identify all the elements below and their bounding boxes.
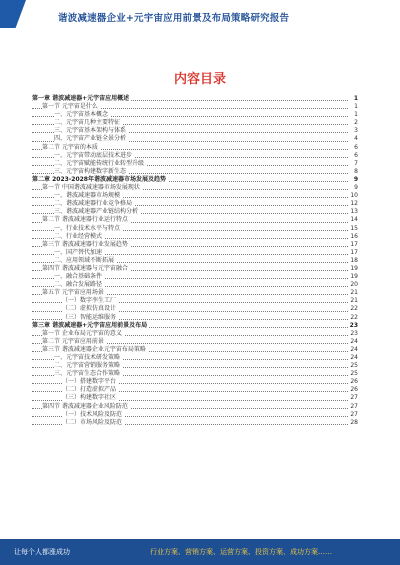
toc-entry-text: 一、元宇宙基本概念 (54, 111, 109, 119)
toc-entry-page: 12 (350, 200, 358, 208)
toc-entry-text: 第一节 元宇宙是什么 (42, 103, 98, 111)
toc-entry-page: 1 (354, 111, 358, 119)
toc-entry-text: （一）技术风险及防范 (62, 410, 123, 418)
toc-entry-text: 一、国产替代加速 (54, 248, 103, 256)
toc-entry[interactable] (32, 168, 358, 176)
toc-entry-text: 一、元宇宙带动底层技术进步 (54, 151, 133, 159)
toc-entry[interactable] (32, 184, 358, 192)
toc-entry[interactable] (32, 103, 358, 111)
toc-entry-page: 6 (354, 151, 358, 159)
toc-entry-page: 27 (350, 402, 358, 410)
toc-entry[interactable] (32, 225, 358, 233)
toc-entry-page: 2 (354, 119, 358, 127)
toc-entry-page: 9 (354, 184, 358, 192)
toc-entry[interactable] (32, 265, 358, 273)
toc-entry-text: 第五节 元宇宙应用场景 (42, 289, 104, 297)
toc-entry-text: 一、元宇宙技术研发策略 (54, 354, 121, 361)
toc-entry-text: 第一章 谐波减速器+元宇宙应用概述 (32, 95, 130, 102)
toc-entry-page: 6 (354, 143, 358, 151)
toc-entry-text: 四、元宇宙产业链全景分析 (54, 135, 127, 143)
toc-entry[interactable] (32, 273, 358, 281)
toc-entry[interactable] (32, 330, 358, 338)
toc-entry-page: 22 (350, 305, 358, 313)
toc-entry-text: 第三节 谐波减速器企业元宇宙布局策略 (42, 345, 146, 353)
toc-entry-text: 二、融合发展路径 (54, 281, 103, 289)
toc-entry-page: 25 (350, 370, 358, 378)
toc-entry[interactable] (32, 216, 358, 224)
toc-entry-page: 27 (350, 410, 358, 418)
toc-entry-text: 第二节 谐波减速器行业运行特点 (42, 216, 128, 224)
toc-entry-text: 第二章 2023-2028年谐波减速器市场发展及趋势 (32, 175, 166, 183)
toc-entry-page: 4 (354, 135, 358, 143)
toc-entry[interactable] (32, 95, 358, 103)
toc-entry-text: 第四节 谐波减速器企业风险防范 (42, 402, 128, 410)
toc-entry-text: 二、应用领域不断拓展 (54, 256, 115, 264)
footer-slogan: 让每个人都涨成功 (14, 548, 70, 556)
toc-entry[interactable] (32, 403, 358, 411)
toc-entry-text: （一）搭建数字平台 (62, 378, 117, 386)
toc-entry-page: 23 (350, 329, 358, 337)
toc-entry-page: 23 (349, 321, 358, 329)
toc-entry-page: 13 (350, 208, 358, 216)
toc-entry-page: 9 (353, 175, 358, 183)
header-banner (0, 0, 400, 34)
toc-entry-text: 第三章 谐波减速器+元宇宙应用前景及布局 (32, 321, 148, 329)
toc-entry[interactable] (32, 338, 358, 346)
toc-entry[interactable] (32, 314, 358, 322)
toc-entry-text: （三）构建数字社区 (62, 394, 117, 402)
toc-entry-page: 1 (354, 103, 358, 111)
toc-entry-page: 8 (354, 167, 358, 175)
toc-entry-text: 三、谐波减速器产业链结构分析 (54, 208, 139, 216)
toc-entry-page: 20 (350, 281, 358, 289)
toc-entry-text: 第二节 元宇宙的本质 (42, 143, 98, 151)
corner-ribbon (0, 0, 26, 28)
toc-entry-page: 28 (350, 418, 358, 426)
toc-entry-text: 第四节 谐波减速器与元宇宙融合 (42, 264, 128, 272)
toc-entry-page: 21 (350, 289, 358, 297)
toc-entry[interactable] (32, 322, 358, 330)
toc-entry-text: 一、谐波减速器市场规模 (54, 192, 121, 200)
toc-entry-page: 10 (350, 192, 358, 200)
footer-services: 行业方案、营销方案、运营方案、投资方案、成功方案…… (150, 548, 332, 556)
toc-entry-page: 15 (350, 224, 358, 232)
toc-entry[interactable] (32, 233, 358, 241)
toc-entry-text: （一）数字孪生工厂 (62, 297, 117, 305)
toc-entry-page: 17 (350, 240, 358, 248)
toc-entry-page: 22 (350, 313, 358, 321)
toc-entry[interactable] (32, 176, 358, 184)
toc-entry-page: 26 (350, 378, 358, 386)
toc-entry-text: 二、元宇宙营销服务策略 (54, 362, 121, 370)
toc-entry-page: 24 (350, 354, 358, 361)
toc-entry[interactable] (32, 135, 358, 143)
toc-entry-text: （二）打造虚拟产品 (62, 386, 117, 394)
toc-entry[interactable] (32, 160, 358, 168)
toc-entry-text: 二、谐波减速器行业竞争格局 (54, 200, 133, 208)
toc-entry-text: 二、元宇宙赋能传统行业转型升级 (54, 159, 145, 167)
toc-entry-page: 3 (354, 127, 358, 135)
toc-entry-page: 19 (350, 264, 358, 272)
toc-entry-page: 18 (350, 256, 358, 264)
toc-entry[interactable] (32, 305, 358, 313)
toc-entry-text: 二、元宇宙几种主要特征 (54, 119, 121, 127)
toc-entry-page: 26 (350, 386, 358, 394)
report-title: 谐波减速器企业+元宇宙应用前景及布局策略研究报告 (58, 13, 290, 24)
toc-entry-text: 三、元宇宙生态合作策略 (54, 370, 121, 378)
toc-entry[interactable] (32, 144, 358, 152)
toc-entry-page: 21 (350, 297, 358, 305)
toc-entry[interactable] (32, 257, 358, 265)
toc-entry-text: 第一节 企业布局元宇宙的意义 (42, 329, 122, 337)
toc-entry[interactable] (32, 354, 358, 362)
toc-entry[interactable] (32, 249, 358, 257)
toc-entry-page: 27 (350, 394, 358, 402)
toc-entry-text: 一、行业技术水平与特点 (54, 224, 121, 232)
toc-entry-text: 第三节 谐波减速器行业发展趋势 (42, 240, 128, 248)
toc-entry-text: （二）市场风险及防范 (62, 418, 123, 426)
toc-entry-page: 1 (353, 95, 358, 102)
toc-entry[interactable] (32, 362, 358, 370)
toc-entry[interactable] (32, 241, 358, 249)
toc-entry[interactable] (32, 419, 358, 427)
toc-entry-text: 二、行业经营模式 (54, 232, 103, 240)
toc-entry-text: 三、元宇宙构建数字新生态 (54, 167, 127, 175)
toc-entry[interactable] (32, 394, 358, 402)
toc-entry[interactable] (32, 192, 358, 200)
toc-list (32, 95, 358, 427)
toc-entry-page: 16 (350, 232, 358, 240)
toc-entry-page: 19 (350, 273, 358, 281)
toc-entry-text: （三）智能运维服务 (62, 313, 117, 321)
toc-entry-text: 一、融合基础条件 (54, 273, 103, 281)
toc-entry[interactable] (32, 152, 358, 160)
toc-entry[interactable] (32, 411, 358, 419)
footer-bar (0, 539, 400, 565)
toc-entry-text: 第一节 中国谐波减速器市场发展现状 (42, 184, 140, 192)
toc-entry[interactable] (32, 346, 358, 354)
toc-entry-text: 第二节 元宇宙应用前景 (42, 337, 104, 345)
toc-entry-text: 三、元宇宙基本架构与体系 (54, 127, 127, 135)
toc-entry-page: 24 (350, 337, 358, 345)
toc-entry-page: 25 (350, 362, 358, 370)
toc-entry-text: （二）虚拟仿真设计 (62, 305, 117, 313)
toc-entry-page: 24 (350, 345, 358, 353)
toc-entry-page: 17 (350, 248, 358, 256)
toc-title: 内容目录 (173, 72, 226, 87)
toc-entry-page: 7 (354, 159, 358, 167)
toc-entry-page: 14 (350, 216, 358, 224)
